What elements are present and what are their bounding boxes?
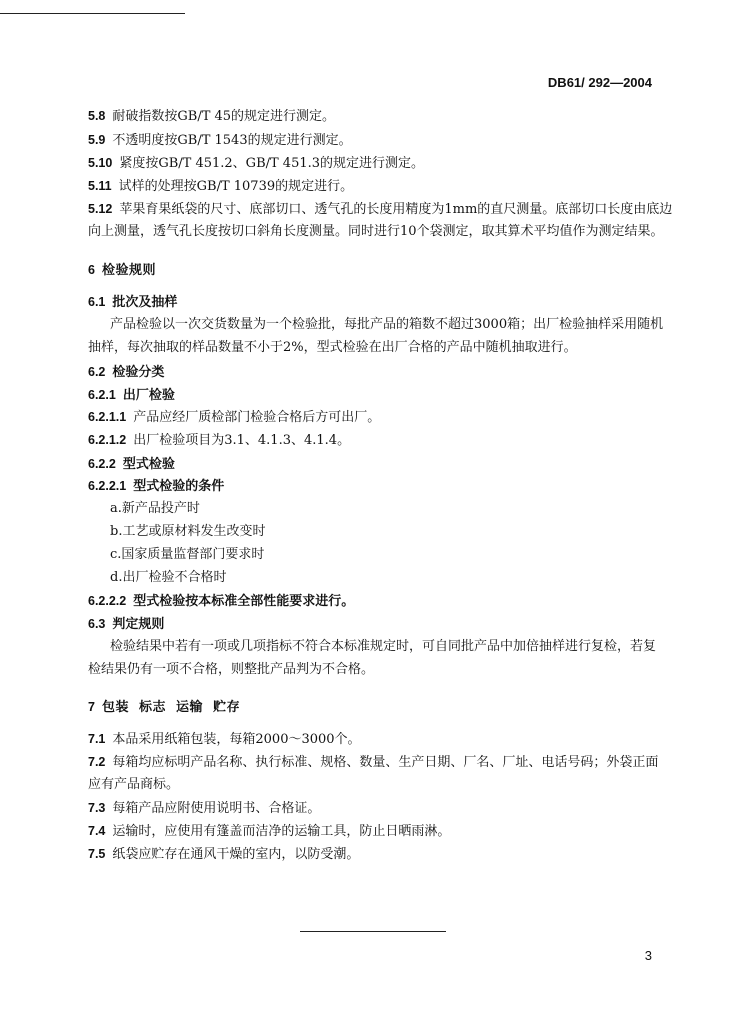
clause-text: 试样的处理按GB/T 10739的规定进行。 [118,179,354,194]
clause-text: 苹果育果纸袋的尺寸、底部切口、透气孔的长度用精度为1mm的直尺测量。底部切口长度由底边 [119,202,673,217]
clause-number: 6.2 [88,365,106,379]
clause-title: 判定规则 [112,617,165,632]
clause-7-4 [88,823,450,840]
clause-number: 6.2.1.1 [88,410,127,424]
clause-title: 型式检验 [122,457,175,472]
clause-text: 纸袋应贮存在通风干燥的室内，以防受潮。 [112,847,360,862]
condition-item: a.新产品投产时 [110,501,200,516]
clause-6-3-heading [88,616,164,633]
clause-5-12 [88,201,672,218]
clause-number: 5.11 [88,179,112,193]
clause-number: 6.3 [88,617,106,631]
clause-number: 6.2.2 [88,457,116,471]
clause-number: 5.8 [88,109,106,123]
clause-7-1 [88,731,361,748]
clause-6-2-2-1-heading [88,478,224,495]
clause-text: 运输时，应使用有篷盖而洁净的运输工具，防止日晒雨淋。 [112,824,451,839]
top-rule [0,13,185,14]
clause-5-10 [88,155,424,172]
clause-6-2-1-2 [88,432,350,449]
clause-6-2-2-2 [88,593,354,610]
clause-7-2-continued: 应有产品商标。 [88,777,180,792]
clause-title: 批次及抽样 [112,295,178,310]
clause-number: 6.2.2.1 [88,479,127,493]
page-number: 3 [644,948,652,963]
end-rule [300,931,446,932]
clause-6-2-2-heading [88,456,175,473]
clause-title: 型式检验的条件 [133,479,225,494]
clause-number: 7.1 [88,732,106,746]
clause-number: 6.2.1.2 [88,433,127,447]
clause-7-3 [88,800,320,817]
clause-5-12-continued: 向上测量，透气孔长度按切口斜角长度测量。同时进行10个袋测定，取其算术平均值作为测定结果。 [88,224,664,239]
clause-5-9 [88,132,352,149]
clause-text: 紧度按GB/T 451.2、GB/T 451.3的规定进行测定。 [119,156,425,171]
section-6-heading [88,262,156,279]
clause-6-2-heading [88,364,164,381]
clause-number: 5.10 [88,156,113,170]
clause-6-3-paragraph: 检验结果中若有一项或几项指标不符合本标准规定时，可自同批产品中加倍抽样进行复检，若复 [110,639,657,654]
clause-number: 7.2 [88,755,106,769]
clause-7-5 [88,846,359,863]
clause-text: 本品采用纸箱包装，每箱2000～3000个。 [112,732,361,747]
clause-7-2 [88,754,658,771]
clause-number: 7.4 [88,824,106,838]
clause-number: 5.9 [88,133,106,147]
section-7-heading [88,699,240,716]
section-number: 6 [88,263,95,277]
clause-6-3-paragraph-continued: 检结果仍有一项不合格，则整批产品判为不合格。 [88,662,375,677]
condition-item: b.工艺或原材料发生改变时 [110,524,266,539]
section-title: 包装 标志 运输 贮存 [101,700,241,715]
clause-title: 检验分类 [112,365,165,380]
clause-number: 5.12 [88,202,113,216]
clause-6-1-paragraph-continued: 抽样，每次抽取的样品数量不小于2%，型式检验在出厂合格的产品中随机抽取进行。 [88,340,577,355]
clause-number: 7.3 [88,801,106,815]
clause-text: 型式检验按本标准全部性能要求进行。 [133,594,355,609]
section-title: 检验规则 [101,263,156,278]
clause-text: 每箱产品应附使用说明书、合格证。 [112,801,321,816]
clause-number: 6.2.2.2 [88,594,127,608]
clause-text: 耐破指数按GB/T 45的规定进行测定。 [112,109,336,124]
clause-title: 出厂检验 [122,388,175,403]
clause-number: 6.1 [88,295,106,309]
clause-6-2-1-1 [88,409,380,426]
clause-text: 出厂检验项目为3.1、4.1.3、4.1.4。 [133,433,351,448]
condition-item: d.出厂检验不合格时 [110,570,227,585]
clause-5-8 [88,108,335,125]
document-code: DB61/ 292—2004 [547,75,652,90]
clause-text: 产品应经厂质检部门检验合格后方可出厂。 [133,410,381,425]
clause-6-1-paragraph: 产品检验以一次交货数量为一个检验批，每批产品的箱数不超过3000箱；出厂检验抽样采用随机 [110,317,664,332]
clause-5-11 [88,178,353,195]
clause-number: 6.2.1 [88,388,116,402]
clause-6-1-heading [88,294,177,311]
clause-text: 不透明度按GB/T 1543的规定进行测定。 [112,133,352,148]
clause-number: 7.5 [88,847,106,861]
condition-item: c.国家质量监督部门要求时 [110,547,265,562]
section-number: 7 [88,700,95,714]
clause-6-2-1-heading [88,387,175,404]
clause-text: 每箱均应标明产品名称、执行标准、规格、数量、生产日期、厂名、厂址、电话号码；外袋正面 [112,755,659,770]
